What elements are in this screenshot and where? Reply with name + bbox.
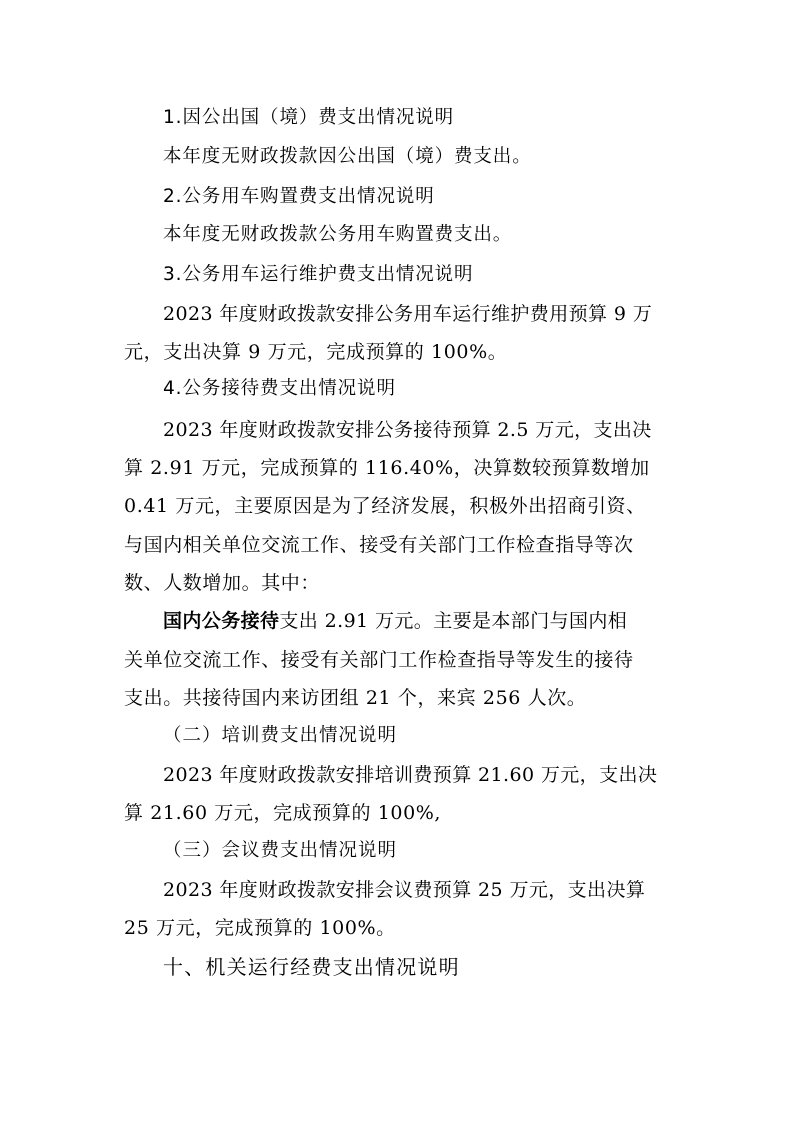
domestic-reception-label: 国内公务接待 [163,610,280,632]
domestic-reception-line: 关单位交流工作、接受有关部门工作检查指导等发生的接待 [124,649,634,671]
section4-line: 2023 年度财政拨款安排公务接待预算 2.5 万元，支出决 [163,419,652,441]
section4-line: 数、人数增加。其中： [124,572,321,594]
section4-line: 0.41 万元，主要原因是为了经济发展，积极外出招商引资、 [124,495,646,517]
section3-line: 元，支出决算 9 万元，完成预算的 100%。 [124,341,508,363]
training-heading: （二）培训费支出情况说明 [163,725,398,746]
domestic-reception-line [0,609,793,633]
section3-line: 2023 年度财政拨款安排公务用车运行维护费用预算 9 万 [163,303,653,325]
meeting-heading: （三）会议费支出情况说明 [163,840,398,861]
section4-line: 与国内相关单位交流工作、接受有关部门工作检查指导等次 [124,534,634,556]
training-line: 2023 年度财政拨款安排培训费预算 21.60 万元，支出决 [163,764,658,786]
section1-body: 本年度无财政拨款因公出国（境）费支出。 [163,146,532,167]
section4-heading: 4.公务接待费支出情况说明 [163,378,396,399]
section2-body: 本年度无财政拨款公务用车购置费支出。 [163,224,513,245]
section4-line: 算 2.91 万元，完成预算的 116.40%，决算数较预算数增加 [124,457,650,479]
section2-heading: 2.公务用车购置费支出情况说明 [163,186,435,207]
domestic-reception-text: 支出 2.91 万元。主要是本部门与国内相 [279,610,628,632]
section1-heading: 1.因公出国（境）费支出情况说明 [163,107,455,128]
meeting-line: 25 万元，完成预算的 100%。 [124,917,396,939]
meeting-line: 2023 年度财政拨款安排会议费预算 25 万元，支出决算 [163,879,646,901]
section3-heading: 3.公务用车运行维护费支出情况说明 [163,264,474,285]
section10-heading: 十、机关运行经费支出情况说明 [163,955,460,979]
domestic-reception-line: 支出。共接待国内来访团组 21 个，来宾 256 人次。 [124,687,587,709]
training-line: 算 21.60 万元，完成预算的 100%, [124,802,442,824]
